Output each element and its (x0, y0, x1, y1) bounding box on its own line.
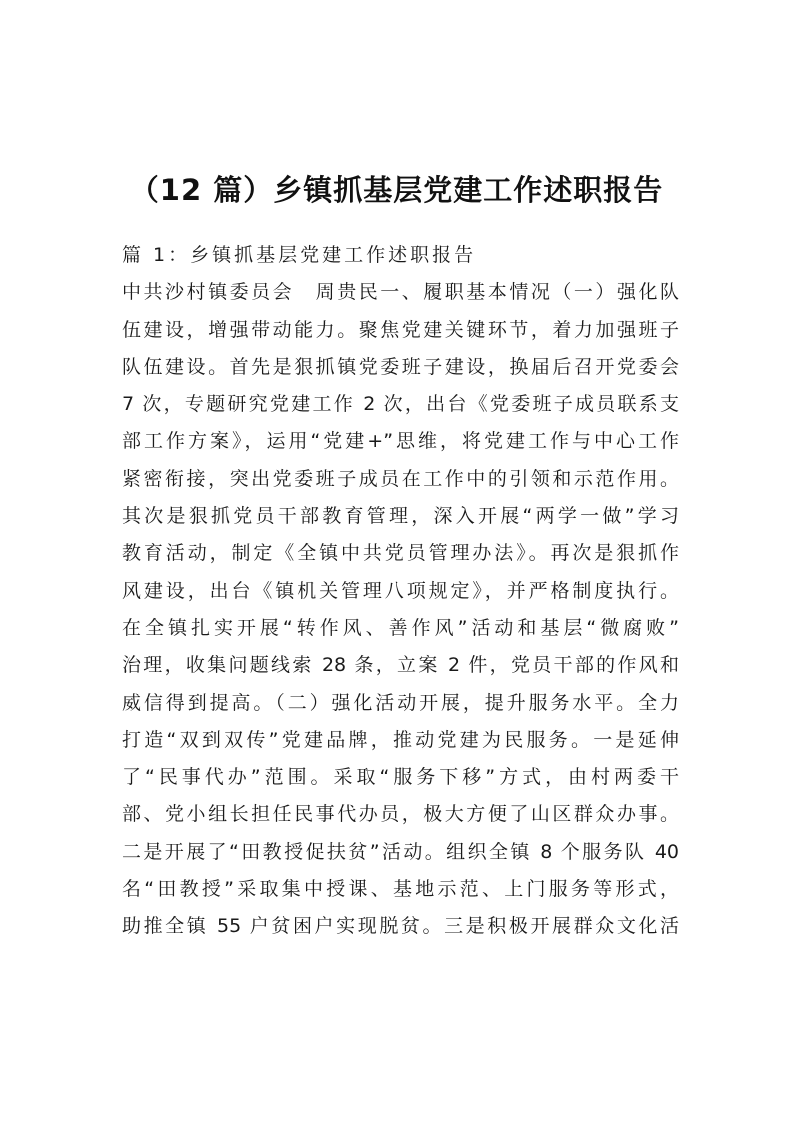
document-body (122, 240, 679, 949)
paragraph-line: 在全镇扎实开展“转作风、善作风”活动和基层“微腐败” (122, 616, 679, 639)
paragraph-line: 7 次，专题研究党建工作 2 次，出台《党委班子成员联系支 (122, 393, 679, 416)
paragraph-line: 名“田教授”采取集中授课、基地示范、上门服务等形式， (122, 878, 679, 901)
paragraph-line: 部工作方案》，运用“党建+”思维，将党建工作与中心工作 (122, 430, 679, 453)
paragraph-line: 威信得到提高。（二）强化活动开展，提升服务水平。全力 (122, 691, 679, 714)
document-title: （12 篇）乡镇抓基层党建工作述职报告 (129, 173, 664, 207)
paragraph-line: 中共沙村镇委员会 周贵民一、履职基本情况（一）强化队 (122, 281, 679, 304)
paragraph-line: 伍建设，增强带动能力。聚焦党建关键环节，着力加强班子 (122, 318, 679, 341)
paragraph-line: 其次是狠抓党员干部教育管理，深入开展“两学一做”学习 (122, 505, 679, 528)
paragraph-line: 风建设，出台《镇机关管理八项规定》，并严格制度执行。 (122, 579, 679, 602)
section-heading: 篇 1：乡镇抓基层党建工作述职报告 (122, 244, 477, 266)
paragraph-line: 紧密衔接，突出党委班子成员在工作中的引领和示范作用。 (122, 467, 679, 490)
paragraph-line: 治理，收集问题线索 28 条，立案 2 件，党员干部的作风和 (122, 654, 679, 677)
paragraph-line: 打造“双到双传”党建品牌，推动党建为民服务。一是延伸 (122, 728, 679, 751)
paragraph-line: 部、党小组长担任民事代办员，极大方便了山区群众办事。 (122, 803, 679, 826)
paragraph-line: 了“民事代办”范围。采取“服务下移”方式，由村两委干 (122, 766, 679, 789)
paragraph-line: 教育活动，制定《全镇中共党员管理办法》。再次是狠抓作 (122, 542, 679, 565)
paragraph-line: 队伍建设。首先是狠抓镇党委班子建设，换届后召开党委会 (122, 355, 679, 378)
paragraph-line: 助推全镇 55 户贫困户实现脱贫。三是积极开展群众文化活 (122, 915, 679, 938)
paragraph-line: 二是开展了“田教授促扶贫”活动。组织全镇 8 个服务队 40 (122, 840, 679, 863)
